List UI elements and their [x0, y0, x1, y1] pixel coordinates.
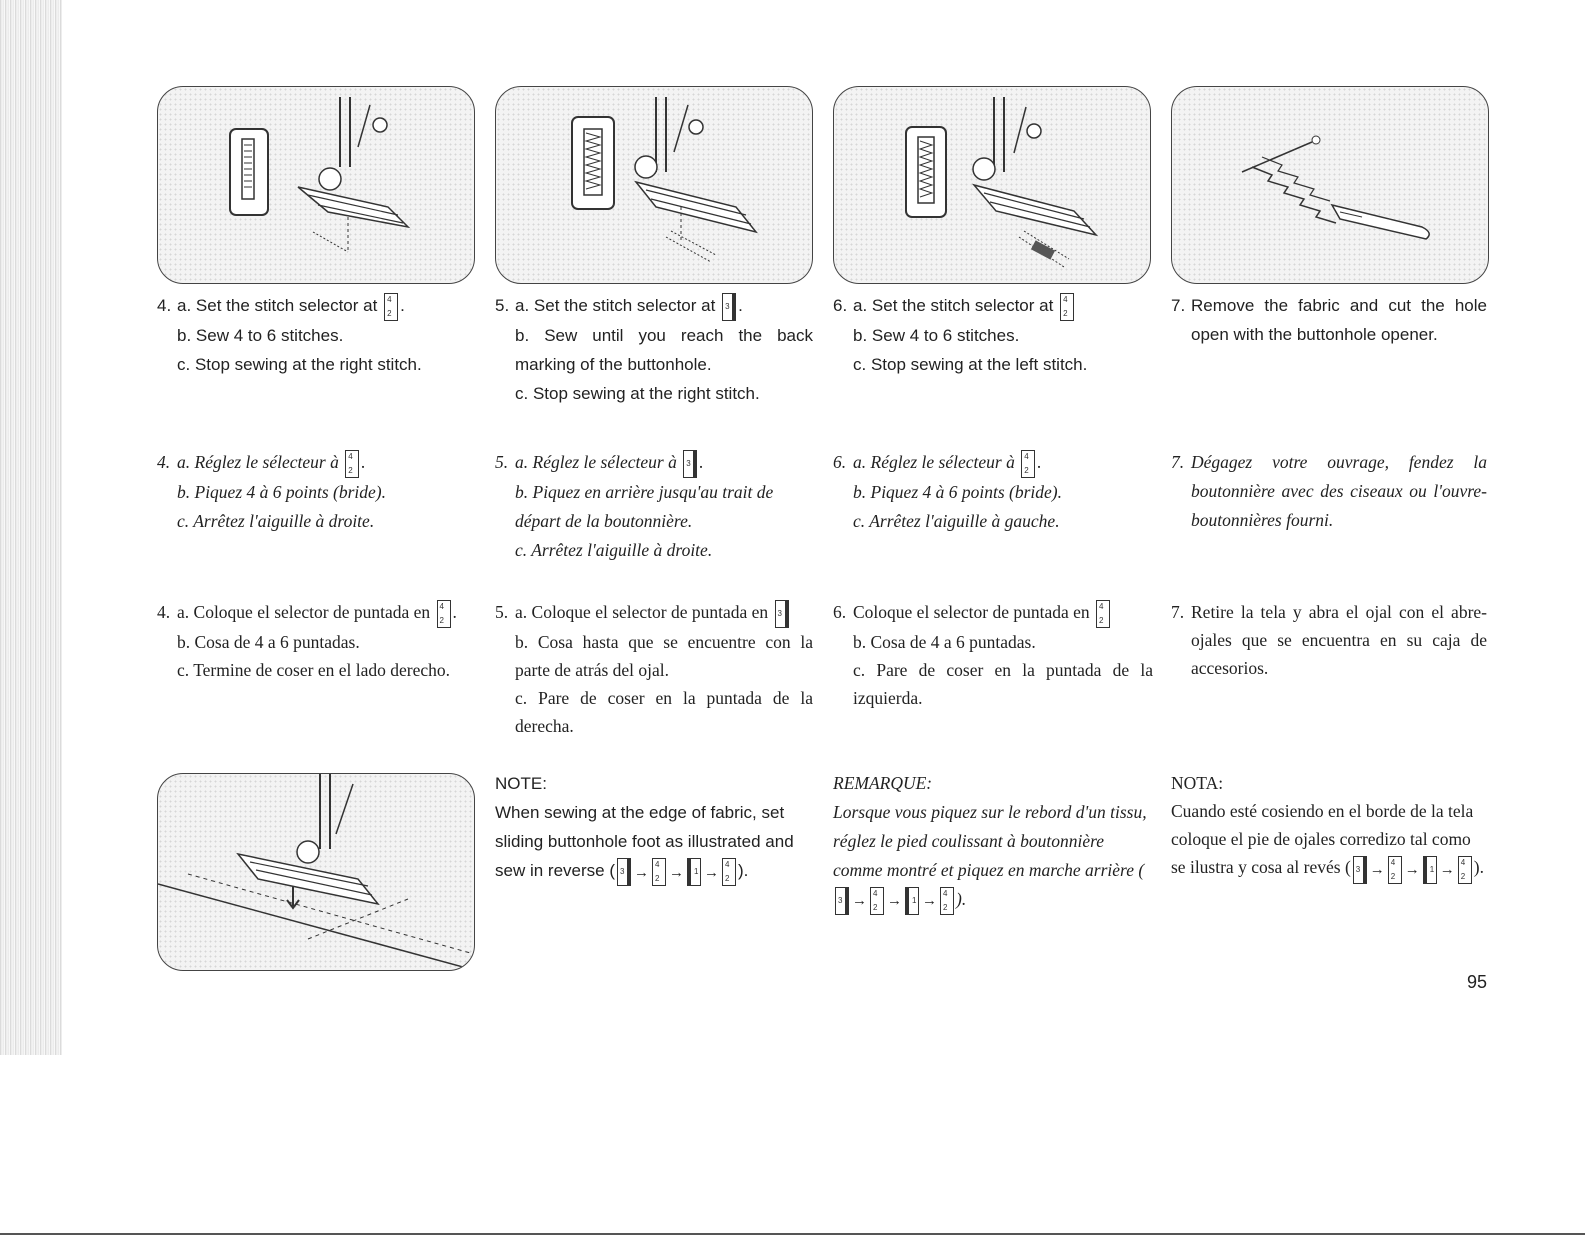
illustration-step-5: [495, 86, 813, 284]
note-text: Cuando esté cosiendo en el borde de la tela coloque el pie de ojales corredizo tal como se ilustra y cosa al revés (: [1171, 801, 1474, 877]
en-step-4: 4. a. Set the stitch selector at 4 2 . b. Sew 4 to 6 stitches. c. Stop sewing at the right stitch.: [157, 291, 477, 379]
stitch-selector-4-2-icon: 4 2: [384, 293, 398, 321]
note-es: NOTA: Cuando esté cosiendo en el borde de la tela coloque el pie de ojales corredizo tal como se ilustra y cosa al revés ( 3 → 4 2 → 1 → 4 2 ).: [1171, 769, 1487, 884]
step-number: 5.: [495, 296, 510, 315]
illustration-edge-sewing: [157, 773, 475, 971]
es-step-7: [1171, 598, 1487, 682]
step-number: 6.: [833, 602, 847, 622]
note-heading: REMARQUE:: [833, 773, 933, 793]
fr-step-7: [1171, 448, 1487, 535]
es-step-4: 4. a. Coloque el selector de puntada en 4 2 . b. Cosa de 4 a 6 puntadas. c. Termine de coser en el lado derecho.: [157, 598, 475, 684]
stitch-selector-4-2-icon: 4 2: [1096, 600, 1110, 628]
stitch-selector-3-icon: 3: [683, 450, 697, 478]
step-number: 6.: [833, 452, 847, 472]
stitch-selector-4-2-icon: 4 2: [437, 600, 451, 628]
en-step-6: [833, 291, 1153, 379]
en-step-7: [1171, 291, 1487, 349]
es-step-6: [833, 598, 1153, 712]
stitch-selector-4-2-icon: 4 2: [1021, 450, 1035, 478]
note-en: NOTE: When sewing at the edge of fabric, set sliding buttonhole foot as illustrated and sew in reverse ( 3 → 4 2 → 1 → 4 2 ).: [495, 769, 813, 887]
step-c: c. Pare de coser en la puntada de la izquierda.: [853, 659, 1153, 708]
binding-edge: [0, 0, 62, 1055]
step-c: c. Stop sewing at the right stitch.: [177, 354, 422, 374]
step-number: 4.: [157, 602, 171, 622]
step-a: a. Set the stitch selector at: [515, 296, 716, 315]
step-a: a. Set the stitch selector at: [853, 296, 1054, 315]
step-a: a. Coloque el selector de puntada en: [177, 602, 431, 622]
step-b: b. Sew 4 to 6 stitches.: [177, 325, 344, 345]
step-c: c. Stop sewing at the right stitch.: [515, 383, 760, 403]
step-b: b. Sew 4 to 6 stitches.: [853, 325, 1020, 345]
step-a: a. Coloque el selector de puntada en: [515, 602, 769, 622]
stitch-selector-3-icon: 3: [775, 600, 789, 628]
step-number: 4.: [157, 296, 172, 315]
step-a: a. Réglez le sélecteur à: [177, 452, 339, 472]
en-step-5: 5. a. Set the stitch selector at 3 . b. Sew until you reach the back marking of the buttonhole. c. Stop sewing at the right stitch.: [495, 291, 813, 408]
es-step-5: [495, 598, 813, 740]
step-number: 7.: [1171, 296, 1186, 315]
page-bottom-rule: [0, 1233, 1585, 1235]
fr-step-6: 6. a. Réglez le sélecteur à 4 2 . b. Piquez 4 à 6 points (bride). c. Arrêtez l'aiguille à gauche.: [833, 448, 1153, 536]
step-text: Remove the fabric and cut the hole open with the buttonhole opener.: [1191, 296, 1487, 344]
step-number: 5.: [495, 602, 509, 622]
step-text: Retire la tela y abra el ojal con el abre-ojales que se encuentra en su caja de accesorios.: [1191, 602, 1487, 678]
step-text: Dégagez votre ouvrage, fendez la boutonnière avec des ciseaux ou l'ouvre-boutonnières fourni.: [1191, 452, 1487, 530]
fr-step-5: 5. a. Réglez le sélecteur à 3 . b. Piquez en arrière jusqu'au trait de départ de la boutonnière. c. Arrêtez l'aiguille à droite.: [495, 448, 813, 565]
step-b: b. Sew until you reach the back marking of the buttonhole.: [515, 325, 813, 374]
step-number: 7.: [1171, 452, 1185, 472]
selector-sequence-icon: 3 → 4 2 → 1 → 4 2: [833, 885, 956, 916]
step-c: c. Arrêtez l'aiguille à droite.: [177, 510, 375, 531]
step-c: c. Stop sewing at the left stitch.: [853, 354, 1088, 374]
note-text: Lorsque vous piquez sur le rebord d'un tissu, réglez le pied coulissant à boutonnière comme montré et piquez en marche arrière (: [833, 802, 1147, 880]
step-number: 4.: [157, 452, 171, 472]
fr-step-4: 4. a. Réglez le sélecteur à 4 2 . b. Piquez 4 à 6 points (bride). c. Arrêtez l'aiguille à droite.: [157, 448, 477, 536]
stitch-selector-4-2-icon: 4 2: [345, 450, 359, 478]
step-c: c. Arrêtez l'aiguille à droite.: [515, 539, 713, 560]
step-a: a. Réglez le sélecteur à: [515, 452, 677, 472]
step-c: c. Arrêtez l'aiguille à gauche.: [853, 510, 1060, 531]
note-text: When sewing at the edge of fabric, set sliding buttonhole foot as illustrated and sew in reverse (: [495, 803, 794, 880]
illustration-step-4: [157, 86, 475, 284]
page-number: 95: [1467, 972, 1488, 992]
note-heading: NOTE:: [495, 774, 547, 793]
step-a: a. Set the stitch selector at: [177, 296, 378, 315]
step-number: 5.: [495, 452, 509, 472]
step-b: b. Cosa de 4 a 6 puntadas.: [177, 631, 360, 652]
illustration-step-7: [1171, 86, 1489, 284]
step-b: b. Piquez en arrière jusqu'au trait de départ de la boutonnière.: [515, 481, 774, 531]
step-number: 7.: [1171, 602, 1185, 622]
stitch-selector-3-icon: 3: [722, 293, 736, 321]
step-a: a. Réglez le sélecteur à: [853, 452, 1015, 472]
step-c: c. Termine de coser en el lado derecho.: [177, 659, 450, 680]
note-heading: NOTA:: [1171, 773, 1224, 793]
step-b: b. Cosa de 4 a 6 puntadas.: [853, 631, 1036, 652]
note-fr: REMARQUE: Lorsque vous piquez sur le rebord d'un tissu, réglez le pied coulissant à boutonnière comme montré et piquez en marche arrière ( 3 → 4 2 → 1 → 4 2 ).: [833, 769, 1153, 916]
selector-sequence-icon: 3 → 4 2 → 1 → 4 2: [1351, 854, 1474, 884]
step-b: b. Cosa hasta que se encuentre con la parte de atrás del ojal.: [515, 631, 813, 680]
step-a: Coloque el selector de puntada en: [853, 602, 1090, 622]
stitch-selector-4-2-icon: 4 2: [1060, 293, 1074, 321]
step-number: 6.: [833, 296, 848, 315]
step-c: c. Pare de coser en la puntada de la derecha.: [515, 687, 813, 736]
step-b: b. Piquez 4 à 6 points (bride).: [177, 481, 387, 502]
illustration-step-6: [833, 86, 1151, 284]
selector-sequence-icon: 3 → 4 2 → 1 → 4 2: [615, 857, 738, 887]
step-b: b. Piquez 4 à 6 points (bride).: [853, 481, 1063, 502]
